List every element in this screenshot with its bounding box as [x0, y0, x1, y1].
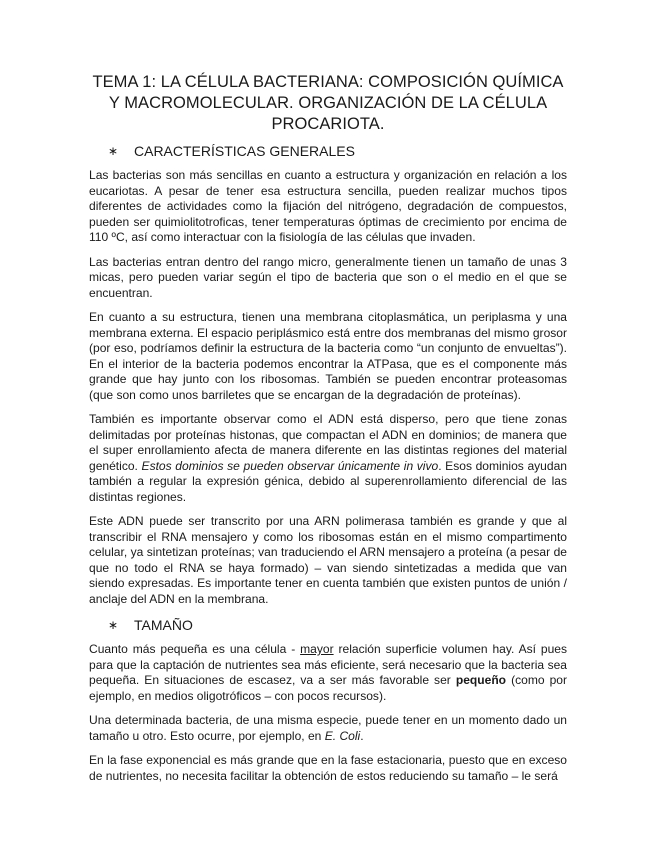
italic-text: E. Coli	[324, 728, 361, 743]
asterisk-bullet-icon: ∗	[108, 618, 119, 632]
section-heading-caracteristicas	[108, 142, 567, 160]
underlined-text: mayor	[300, 642, 334, 656]
text-run: relación superficie volumen hay. Así pues para que la captación de nutrientes sea más eficiente, será necesario que la bacteria sea pequeña. En situaciones de escasez, va a ser más favorable ser	[89, 642, 567, 687]
paragraph	[89, 642, 567, 704]
section-heading-text: CARACTERÍSTICAS GENERALES	[134, 143, 355, 159]
paragraph: En la fase exponencial es más grande que en la fase estacionaria, puesto que en exceso de nutrientes, no necesita facilitar la obtención de estos reduciendo su tamaño – le será	[89, 753, 567, 783]
text-run: . Esos dominios ayudan también a regular la expresión génica, debido al superenrollamiento diferencial de las distintas regiones.	[89, 458, 567, 504]
paragraph: Las bacterias entran dentro del rango micro, generalmente tienen un tamaño de unas 3 micas, pero pueden variar según el tipo de bacteria que son o el medio en el que se encuentran.	[89, 254, 567, 300]
asterisk-bullet-icon: ∗	[108, 144, 119, 158]
italic-text: Estos dominios se pueden observar únicamente in vivo	[141, 458, 439, 473]
text-run: (como por ejemplo, en medios oligotróficos – con pocos recursos).	[89, 673, 568, 703]
paragraph	[89, 713, 567, 744]
text-run: También es importante observar como el ADN está disperso, pero que tiene zonas delimitadas por proteínas histonas, que compactan el ADN en dominios; de manera que el super enrollamiento afecta de manera diferente en las distintas regiones del material genético.	[89, 412, 567, 473]
text-run: Una determinada bacteria, de una misma especie, puede tener en un momento dado un tamaño u otro. Esto ocurre, por ejemplo, en	[89, 713, 567, 743]
document-title: TEMA 1: LA CÉLULA BACTERIANA: COMPOSICIÓN QUÍMICA Y MACROMOLECULAR. ORGANIZACIÓN DE LA CÉLULA PROCARIOTA.	[92, 73, 564, 133]
text-run: .	[360, 728, 364, 743]
paragraph: En cuanto a su estructura, tienen una membrana citoplasmática, un periplasma y una membrana externa. El espacio periplásmico está entre dos membranas del mismo grosor (por eso, podríamos definir la estructura de la bacteria como “un conjunto de envueltas”). En el interior de la bacteria podemos encontrar la ATPasa, que es el componente más grande que hay junto con los ribosomas. También se pueden encontrar proteasomas (que son como unos barriletes que se encargan de la degradación de proteínas).	[89, 310, 567, 402]
bold-text: pequeño	[455, 673, 507, 687]
paragraph: Las bacterias son más sencillas en cuanto a estructura y organización en relación a los eucariotas. A pesar de tener esa estructura sencilla, pueden realizar muchos tipos diferentes de actividades como la fijación del nitrógeno, degradación de compuestos, pueden ser quimiolitotroficas, tener temperaturas óptimas de crecimiento por encima de 110 ºC, así como interactuar con la fisiología de las células que invaden.	[89, 168, 567, 244]
text-run: Cuanto más pequeña es una célula -	[89, 642, 301, 656]
section-heading-tamano	[108, 616, 567, 634]
section-heading-text: TAMAÑO	[134, 617, 193, 633]
paragraph: Este ADN puede ser transcrito por una ARN polimerasa también es grande y que al transcribir el RNA mensajero y como los ribosomas están en el mismo compartimento celular, ya sintetizan proteínas; van traduciendo el ARN mensajero a proteína (a pesar de que no todo el RNA se haya formado) – van siendo sintetizadas a medida que van siendo expresadas. Es importante tener en cuenta también que existen puntos de unión / anclaje del ADN en la membrana.	[89, 514, 567, 606]
paragraph	[89, 412, 567, 505]
